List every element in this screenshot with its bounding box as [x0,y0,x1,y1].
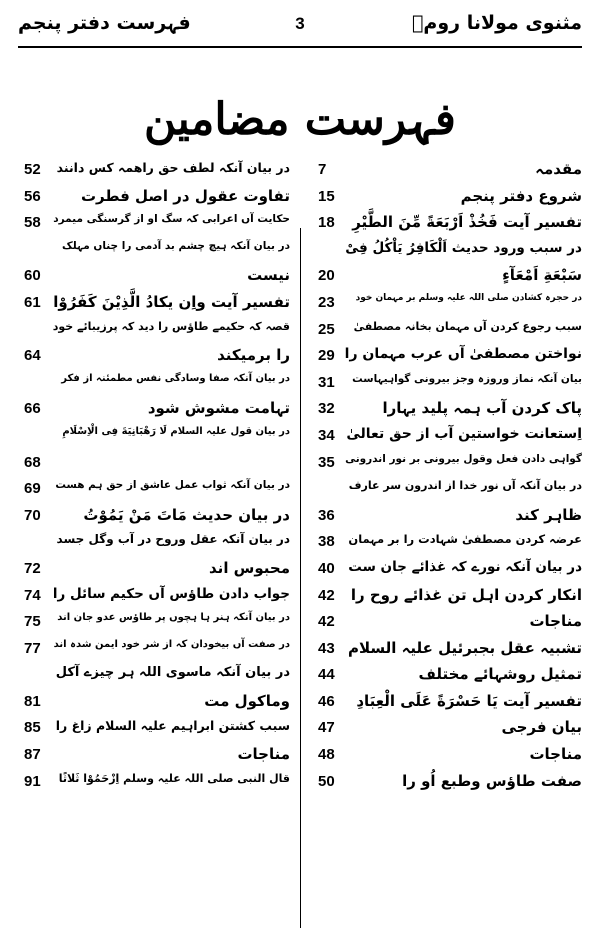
toc-entry [20,690,290,717]
toc-entry [312,584,582,611]
toc-entry [312,371,582,398]
page-header [18,8,582,42]
toc-entry-text: تفسیر آیت واِن یکادُ الَّذِیْنَ کَفَرُوْا [53,292,290,311]
toc-entry-text: عرضہ کردن مصطفیٰ شہادت را بر مہمان [348,532,582,547]
toc-entry-text: محبوس اند [209,558,290,577]
toc-entry [312,344,582,371]
toc-entry-page: 72 [24,559,41,577]
toc-entry [20,530,290,557]
toc-entry-page: 77 [24,639,41,657]
toc-entry-page: 48 [318,746,335,764]
toc-entry [20,743,290,770]
toc-entry [312,637,582,664]
toc-entry-page: 64 [24,347,41,365]
toc-entry [312,451,582,478]
toc-entry-text: سبب رجوع کردن آں مہمان بخانہ مصطفیٰ [353,319,582,333]
toc-entry-text: در بیان آنکہ لطف حق راھمہ کس دانند [56,160,290,175]
toc-entry [20,770,290,797]
toc-entry [20,211,290,238]
toc-entry-page: 35 [318,453,335,471]
toc-entry [20,291,290,318]
toc-entry-text: در بیان آنکہ صفا وسادگی نفس مطمئنہ از فکر [61,372,290,384]
toc-entry-text: در سبب ورود حدیث اَلْكَافِرُ يَاْكُلُ فِىْ [345,239,582,256]
toc-entry-page: 60 [24,267,41,285]
toc-entry [20,371,290,398]
toc-entry-text: در بیان آنکہ عقل وروح در آب وگل جسد [56,532,290,547]
toc-entry [20,185,290,212]
toc-entry-page: 87 [24,746,41,764]
toc-entry-text: سبب کشتن ابراہیم علیہ السلام زاغ را [55,718,290,734]
toc-entry [312,716,582,743]
toc-entry [20,584,290,611]
toc-entry [312,158,582,185]
toc-entry-text: بیان فرجی [501,718,582,737]
toc-entry [312,530,582,557]
toc-entry-text: حکایت آں اعرابی کہ سگ او از گرسنگی میمرد [53,213,290,226]
toc-entry-text: تشبیہ عقل بجبرئیل علیہ السلام [348,638,582,657]
toc-entry-page: 42 [318,613,335,631]
toc-entry-text: صفت طاؤس وطبع اُو را [402,771,582,790]
toc-entry-page: 50 [318,772,335,790]
toc-entry-text: تہامت مشوش شود [147,399,290,418]
toc-entry-page: 74 [24,586,41,604]
toc-entry-text: را برمیکند [217,346,290,365]
toc-entry [20,663,290,690]
section-title: فہرست دفتر پنجم [18,12,191,34]
toc-entry-text: تمثیل روشہائے مختلف [418,665,582,684]
toc-entry-page: 52 [24,161,41,178]
toc-entry [20,716,290,743]
toc-entry [20,451,290,478]
toc-entry-text: سَبْعَةِ اَمْعَآءٍ [502,266,582,285]
toc-entry-text: تفاوت عقول در اصل فطرت [80,186,290,205]
toc-title: فہرست مضامین [144,94,456,145]
toc-entry [20,557,290,584]
toc-entry [312,291,582,318]
toc-entry-page: 43 [318,639,335,657]
toc-entry-text: در بیان آنکہ ثواب عمل عاشق از حق ہم ھست [55,479,290,492]
toc-column-left [20,158,290,928]
toc-entry [312,211,582,238]
toc-entry [312,770,582,797]
toc-entry-page: 91 [24,772,41,790]
toc-entry-text: ظاہر کند [515,505,582,524]
toc-entry-page: 68 [24,453,41,471]
toc-entry-text: پاک کردن آب ہمہ پلید یہارا [382,399,582,418]
toc-entry [20,397,290,424]
toc-entry [312,743,582,770]
toc-entry-page: 58 [24,214,41,232]
toc-entry [20,424,290,451]
toc-entry-text: شروع دفتر پنجم [460,186,582,205]
toc-entry-text: جواب دادن طاؤس آں حکیم سائل را [52,585,290,602]
toc-entry [312,610,582,637]
toc-entry-text: گواہی دادن فعل وقول بیرونی بر نور اندرونی [345,452,582,465]
toc-entry [312,663,582,690]
toc-entry [20,637,290,664]
toc-entry-page: 18 [318,214,335,232]
book-title: مثنوی مولانا رومؒ [412,12,582,34]
toc-entry-text: در بیان آنکہ آں نور خدا از اندرون سر عارف [348,479,582,493]
toc-entry [20,504,290,531]
toc-entry-text: در بیان حدیث مَاتَ مَنْ يَمُوْتُ [83,505,290,524]
header-rule [18,46,582,48]
toc-column-right [312,158,582,928]
toc-entry [20,318,290,345]
toc-entry-page: 32 [318,400,335,418]
toc-entry [312,238,582,265]
toc-entry-page: 31 [318,373,335,391]
toc-entry-text: در بیان آنکہ ہنر ہا ہچوں پر طاؤس عدو جان اند [57,612,290,624]
toc-entry-text: اِستعانت خواستین آب از حق تعالیٰ [346,425,582,442]
toc-entry-page: 46 [318,692,335,710]
toc-entry [20,264,290,291]
toc-entry-text: انکار کردن اہل تن غذائے روح را [350,585,582,604]
toc-entry-text: وماکول مت [204,691,290,710]
toc-entry-page: 66 [24,400,41,418]
toc-entry-page: 56 [24,187,41,205]
toc-entry-text: مناجات [529,612,582,631]
toc-entry-page: 25 [318,320,335,338]
toc-entry [20,344,290,371]
toc-entry [20,477,290,504]
toc-entry-page: 61 [24,293,41,311]
toc-entry [312,477,582,504]
toc-entry [20,158,290,185]
toc-entry-text: تفسیر آیت يَا حَسْرَةً عَلَى الْعِبَادِ [356,691,582,710]
toc-entry-text: مقدمہ [535,160,582,178]
toc-entry-page: 36 [318,506,335,524]
toc-entry-text: مناجات [529,745,582,764]
toc-entry-page: 29 [318,347,335,365]
toc-entry-text: بیان آنکہ نماز وروزہ وجز بیرونی گواہیہاست [352,372,582,385]
toc-entry-page: 75 [24,613,41,631]
toc-entry-page: 34 [318,426,335,444]
toc-entry-page: 38 [318,533,335,551]
toc-entry-text: در صفت آں بیخودان کہ از شر خود ایمن شدہ اند [53,638,290,650]
page-number: 3 [295,14,305,33]
toc-entry [20,238,290,265]
toc-entry [20,610,290,637]
toc-entry-text: قصہ کہ حکیمے طاؤس را دید کہ پرزیبائے خود [52,319,290,333]
toc-entry-text: تفسیر آیت فَخُذْ اَرْبَعَةً مِّنَ الطَّيْرِ [352,213,582,232]
toc-entry-page: 47 [318,719,335,737]
toc-entry-page: 15 [318,187,335,205]
toc-entry-text: در بیان آنکہ ہیچ چشم بد آدمی را چناں مہلک [62,239,290,252]
toc-entry-page: 40 [318,559,335,577]
toc-entry-page: 81 [24,692,41,710]
column-divider [300,228,301,928]
toc-entry-page: 69 [24,480,41,498]
toc-entry [312,264,582,291]
toc-entry-text: مناجات [237,745,290,764]
toc-entry-text: در حجرہ کشادن صلی اللہ علیہ وسلم بر مہمان خود [355,292,582,303]
toc-entry-page: 7 [318,161,327,178]
toc-entry [312,504,582,531]
toc-entry-text: نیست [247,266,290,285]
toc-entry [312,397,582,424]
toc-entry [312,185,582,212]
toc-entry [312,318,582,345]
toc-entry-text: در بیان آنکہ نورے کہ غذائے جان ست [348,558,582,575]
toc-entry-text: در بیان قول علیہ السلام لَا رَهْبَانِيَةَ فِى الْاِسْلَامِ [62,425,290,437]
toc-entry-page: 23 [318,293,335,311]
toc-entry-page: 42 [318,586,335,604]
toc-entry-text: قال النبی صلی اللہ علیہ وسلم اِزْحَمُوْا ثَلاثًا [58,771,290,785]
toc-entry-page: 85 [24,719,41,737]
toc-entry [312,557,582,584]
toc-entry-page: 70 [24,506,41,524]
toc-entry [312,424,582,451]
toc-entry [312,690,582,717]
toc-entry-text: نواختن مصطفیٰ آں عرب مہمان را [344,346,582,363]
toc-entry-page: 20 [318,267,335,285]
toc-entry-page: 44 [318,666,335,684]
toc-entry-text: در بیان آنکہ ماسوی اللہ ہر چیزے آکل [55,665,290,681]
